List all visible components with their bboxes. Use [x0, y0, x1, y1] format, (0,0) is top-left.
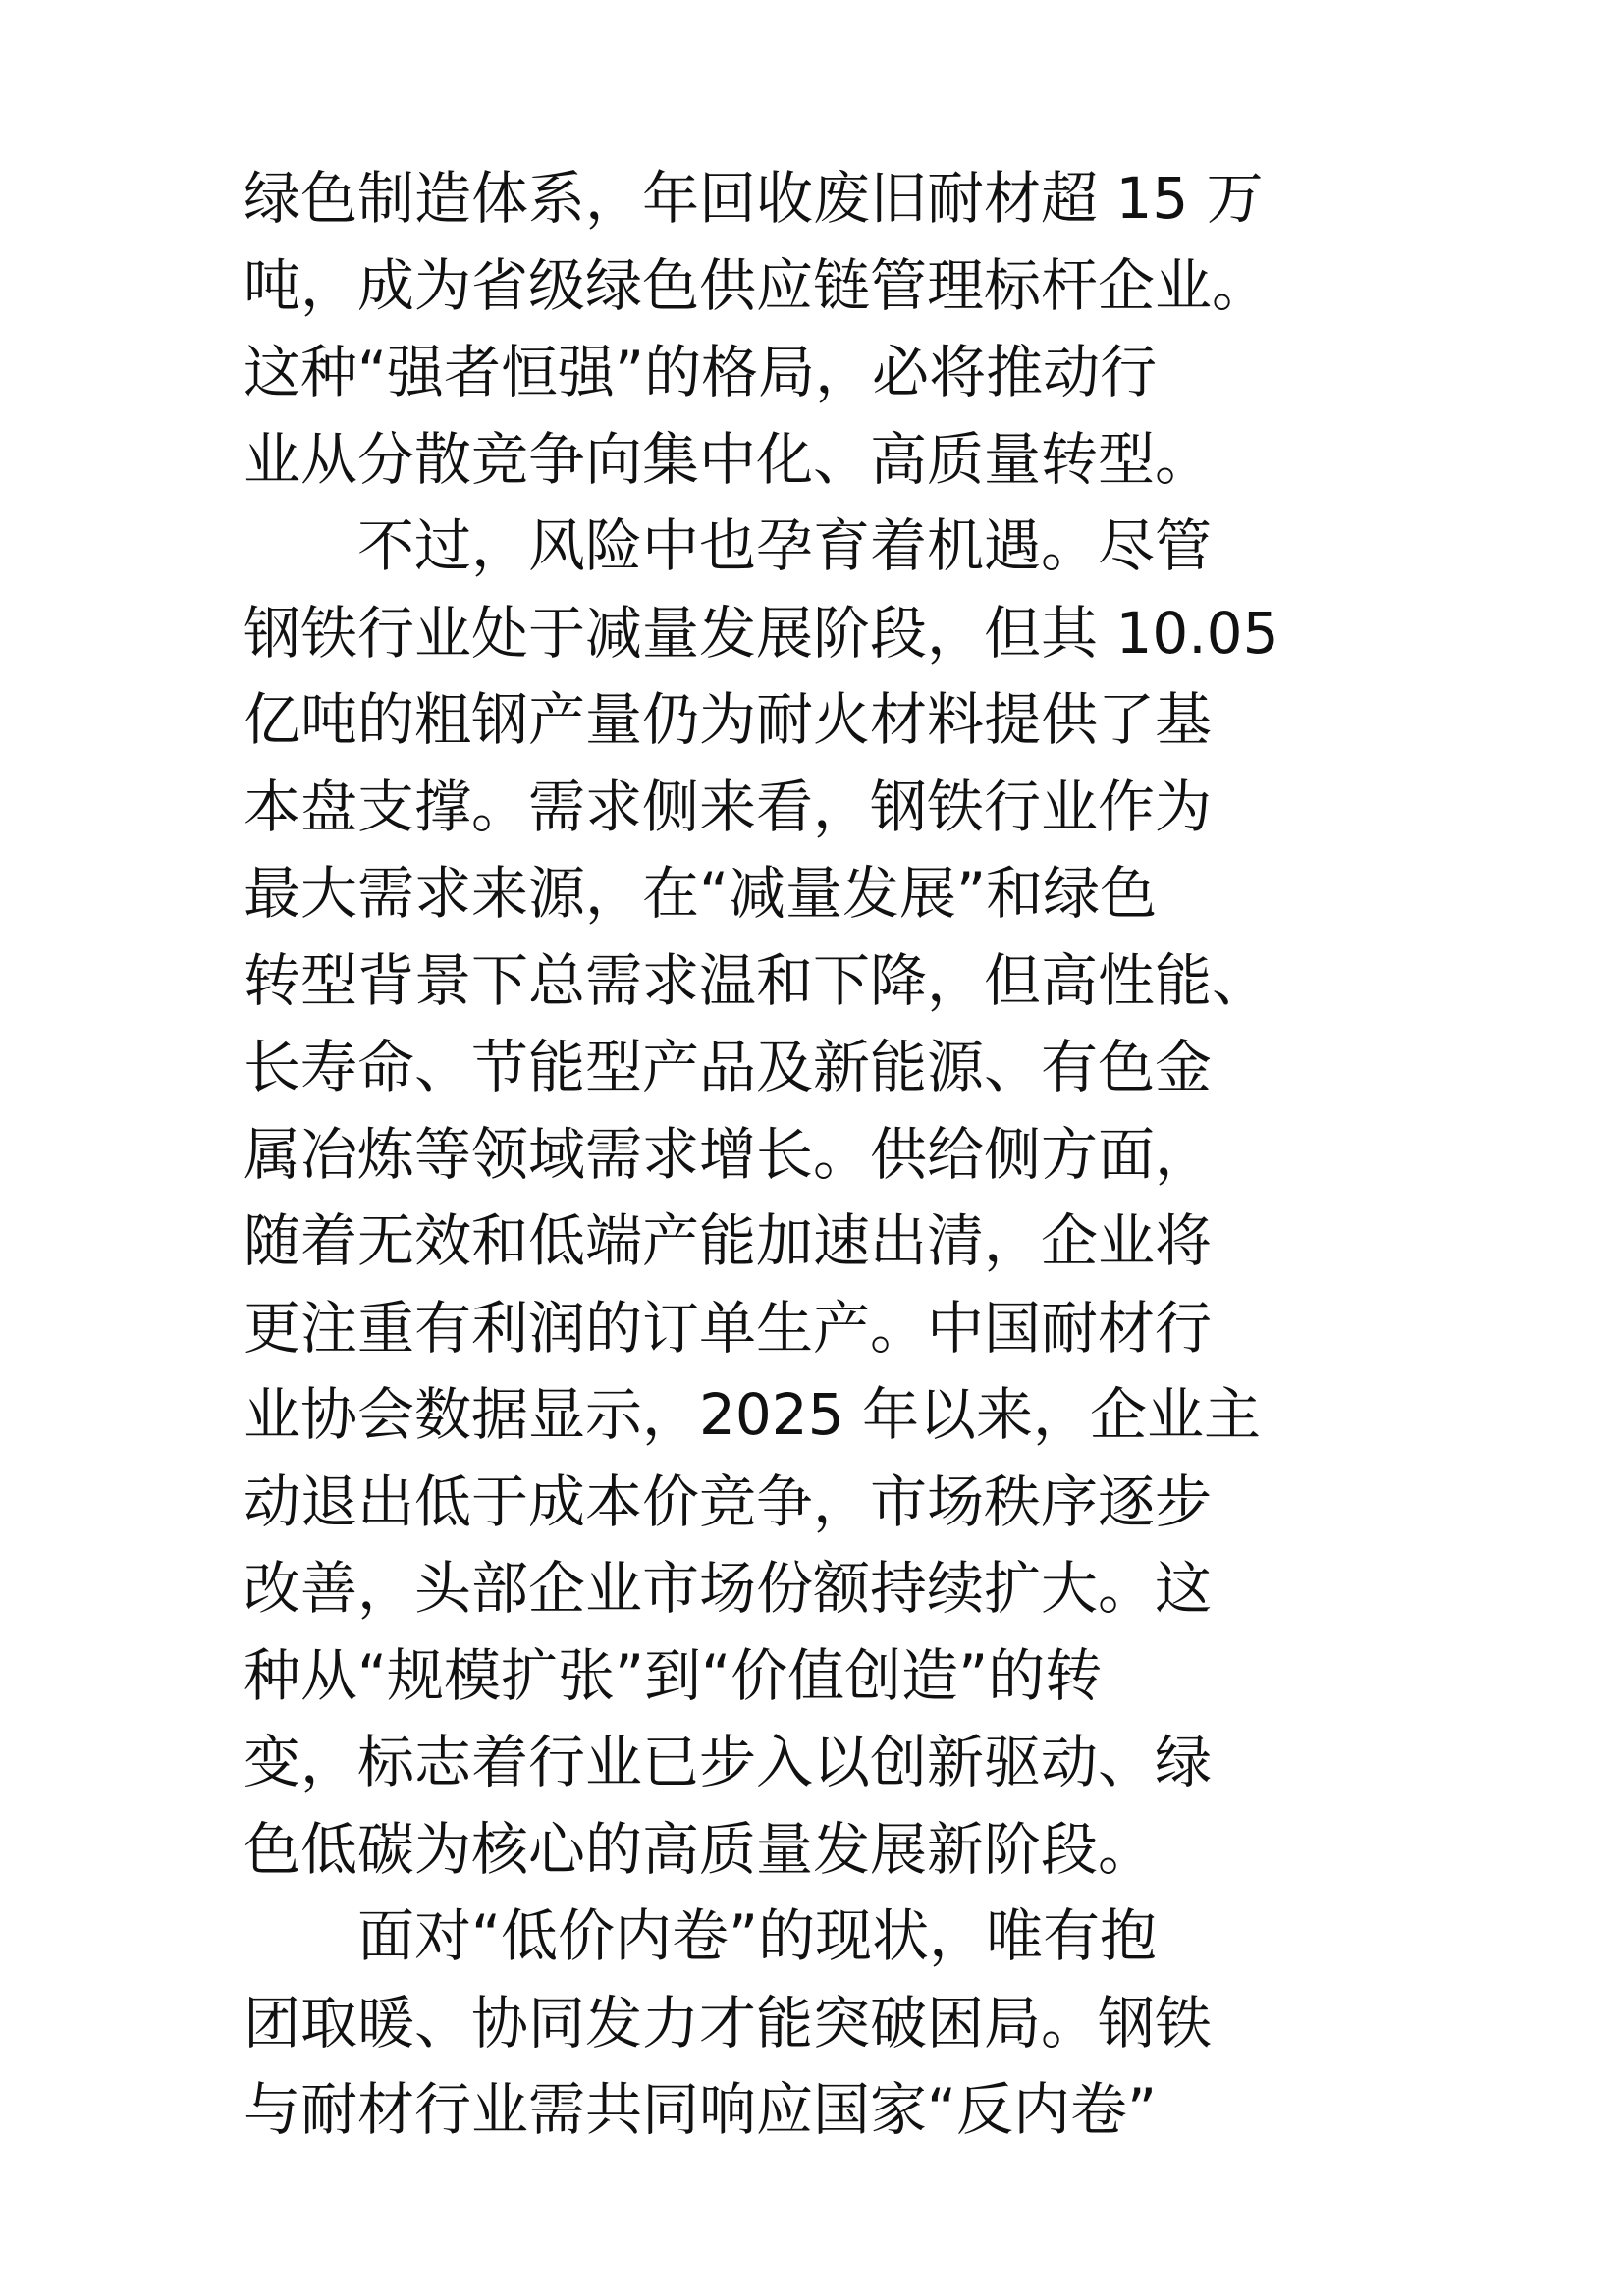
text-line: 变，标志着行业已步入以创新驱动、绿 [244, 1729, 1213, 1795]
text-line: 色低碳为核心的高质量发展新阶段。 [244, 1815, 1156, 1883]
text-line: 钢铁行业处于减量发展阶段，但其 10.05 [244, 599, 1279, 667]
text-line: 更注重有利润的订单生产。中国耐材行 [244, 1294, 1213, 1362]
text-line: 业从分散竞争向集中化、高质量转型。 [244, 425, 1213, 493]
text-line: 本盘支撑。需求侧来看，钢铁行业作为 [244, 773, 1213, 840]
text-line: 转型背景下总需求温和下降，但高性能、 [244, 946, 1270, 1014]
text-line: 最大需求来源，在“减量发展”和绿色 [244, 860, 1158, 927]
text-line: 长寿命、节能型产品及新能源、有色金 [244, 1034, 1213, 1100]
text-line: 不过，风险中也孕育着机遇。尽管 [244, 512, 1213, 579]
text-line: 亿吨的粗钢产量仍为耐火材料提供了基 [244, 686, 1213, 753]
text-line: 与耐材行业需共同响应国家“反内卷” [244, 2076, 1158, 2143]
text-line: 业协会数据显示，2025 年以来，企业主 [244, 1381, 1262, 1448]
text-line: 种从“规模扩张”到“价值创造”的转 [244, 1641, 1103, 1709]
text-line: 团取暖、协同发力才能突破困局。钢铁 [244, 1989, 1213, 2056]
text-line: 这种“强者恒强”的格局，必将推动行 [244, 339, 1158, 405]
text-line: 吨，成为省级绿色供应链管理标杆企业。 [244, 251, 1270, 319]
text-line: 绿色制造体系，年回收废旧耐材超 15 万 [244, 165, 1264, 232]
text-line: 随着无效和低端产能加速出清，企业将 [244, 1207, 1213, 1274]
body-text [244, 155, 1392, 2154]
text-line: 面对“低价内卷”的现状，唯有抱 [244, 1902, 1158, 1969]
text-line: 动退出低于成本价竞争，市场秩序逐步 [244, 1468, 1213, 1535]
text-line: 改善，头部企业市场份额持续扩大。这 [244, 1555, 1213, 1622]
text-line: 属冶炼等领域需求增长。供给侧方面， [244, 1120, 1213, 1188]
